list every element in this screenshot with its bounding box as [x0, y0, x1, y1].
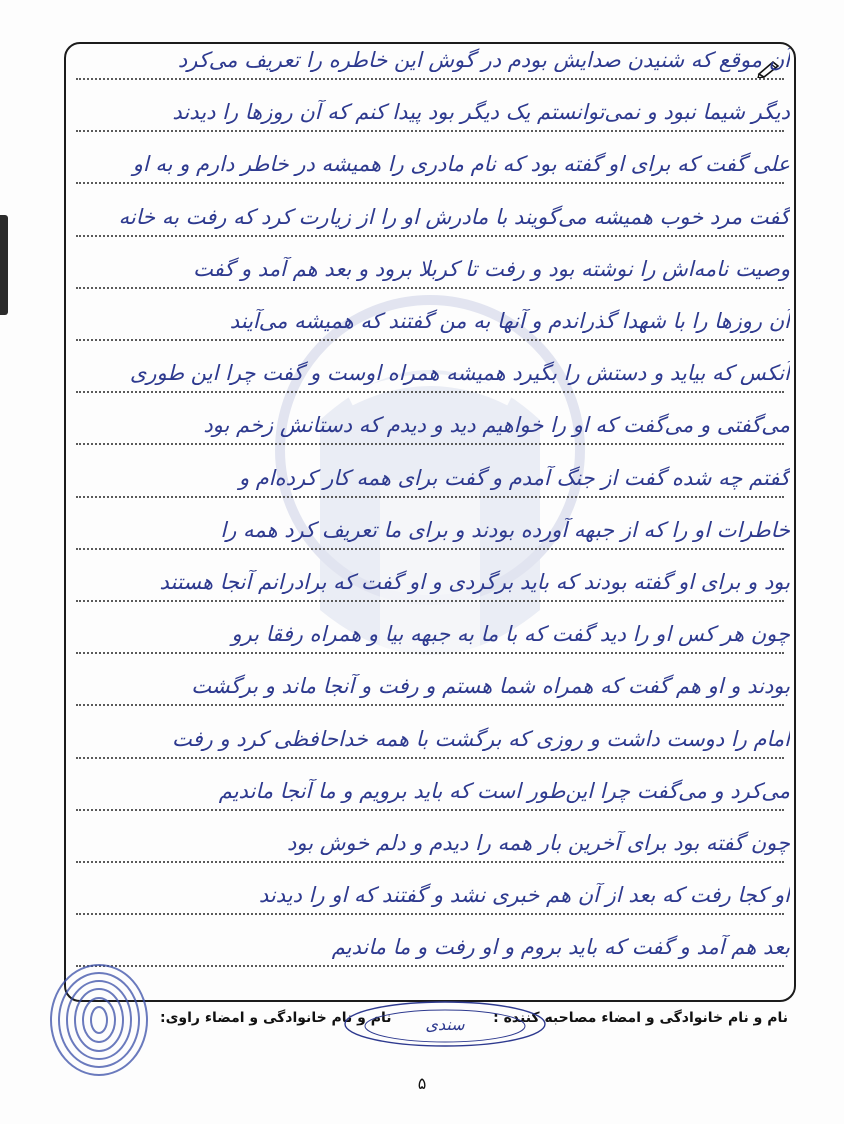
fingerprint-mark	[44, 960, 154, 1080]
handwritten-line: آن روز‌ها را با شهدا گذراندم و آنها به من گفتند که همیشه می‌آیند	[229, 309, 790, 333]
ruled-line	[76, 600, 784, 602]
ruled-line	[76, 235, 784, 237]
ruled-line	[76, 913, 784, 915]
ruled-line	[76, 757, 784, 759]
ruled-line	[76, 965, 784, 967]
handwritten-line: آن موقع که شنیدن صدایش بودم در گوش این خاطره را تعریف می‌کرد	[177, 48, 790, 72]
handwritten-line: بعد هم آمد و گفت که باید بروم و او رفت و ما ماندیم	[331, 935, 790, 960]
ruled-line	[76, 287, 784, 289]
ruled-line	[76, 496, 784, 498]
handwritten-line: گفت مرد خوب همیشه می‌گویند با مادرش او را از زیارت کرد که رفت به خانه	[118, 204, 790, 229]
ruled-line	[76, 339, 784, 341]
handwritten-line: بود و برای او گفته بودند که باید برگردی و او گفت که برادرانم آنجا هستند	[159, 570, 790, 594]
page-number: ۵	[417, 1074, 427, 1093]
narrator-signature-label: نام و نام خانوادگی و امضاء راوی:	[160, 1010, 392, 1026]
handwritten-line: او کجا رفت که بعد از آن هم خبری نشد و گفتند که او را دیدند	[258, 883, 790, 908]
ruled-line	[76, 443, 784, 445]
signature-mark	[340, 998, 550, 1050]
ruled-line	[76, 548, 784, 550]
handwritten-line: وصیت نامه‌اش را نوشته بود و رفت تا کربلا برود و بعد هم آمد و گفت	[193, 256, 790, 281]
ruled-line	[76, 809, 784, 811]
handwritten-line: آنکس که بیاید و دستش را بگیرد همیشه همراه اوست و گفت چرا این طوری	[129, 361, 790, 386]
handwritten-line: چون گفته بود برای آخرین بار همه را دیدم و دلم خوش بود	[287, 831, 790, 855]
handwritten-line: می‌گفتی و می‌گفت که او را خواهیم دید و دیدم که دستانش زخم بود	[203, 413, 790, 438]
ruled-line	[76, 861, 784, 863]
scan-edge-mark	[0, 215, 8, 315]
ruled-line	[76, 391, 784, 393]
ruled-line	[76, 182, 784, 184]
handwritten-line: می‌کرد و می‌گفت چرا این‌طور است که باید برویم و ما آنجا ماندیم	[218, 778, 790, 803]
interviewer-signature-label: نام و نام خانوادگی و امضاء مصاحبه کننده :	[493, 1010, 788, 1026]
handwritten-line: گفتم چه شده گفت از جنگ آمدم و گفت برای همه کار کرده‌ام و	[238, 465, 790, 490]
handwritten-line: دیگر شیما نبود و نمی‌توانستم یک دیگر بود پیدا کنم که آن روز‌ها را دیدند	[172, 100, 790, 125]
ruled-line	[76, 652, 784, 654]
handwritten-line: علی گفت که برای او گفته بود که نام مادری را همیشه در خاطر دارم و به او	[132, 152, 790, 177]
handwritten-line: چون هر کس او را دید گفت که با ما به جبهه بیا و همراه رفقا برو	[231, 622, 790, 647]
handwritten-line: امام را دوست داشت و روزی که برگشت با همه خداحافظی کرد و رفت	[172, 726, 790, 751]
ruled-line	[76, 130, 784, 132]
handwritten-line: بودند و او هم گفت که همراه شما هستم و رفت و آنجا ماند و برگشت	[191, 674, 790, 699]
ruled-line	[76, 78, 784, 80]
handwritten-line: خاطرات او را که از جبهه آورده بودند و برای ما تعریف کرد همه را	[220, 517, 790, 542]
ruled-line	[76, 704, 784, 706]
signature-text: سندی	[425, 1015, 465, 1034]
